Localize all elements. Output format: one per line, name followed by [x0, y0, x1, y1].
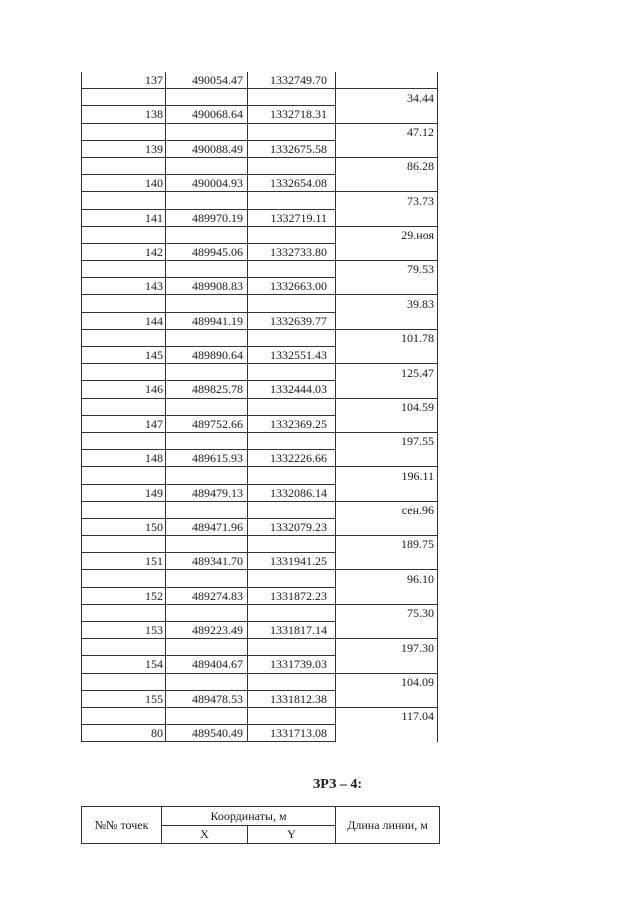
line-length-cell [336, 553, 438, 570]
y-coordinate-cell [248, 604, 336, 621]
length-row [82, 261, 438, 278]
line-length-cell [336, 381, 438, 398]
length-row [82, 432, 438, 449]
x-coordinate-cell: 490068.64 [166, 106, 248, 123]
line-length-cell [336, 484, 438, 501]
x-coordinate-cell [166, 707, 248, 724]
y-coordinate-cell: 1331812.38 [248, 690, 336, 707]
point-number-cell: 143 [82, 278, 166, 295]
y-coordinate-cell: 1332079.23 [248, 518, 336, 535]
x-coordinate-cell: 489274.83 [166, 587, 248, 604]
y-coordinate-cell: 1332444.03 [248, 381, 336, 398]
y-coordinate-cell [248, 536, 336, 553]
header-points-cell: №№ точек [82, 807, 162, 844]
line-length-cell [336, 450, 438, 467]
point-number-cell: 152 [82, 587, 166, 604]
length-row [82, 192, 438, 209]
y-coordinate-cell [248, 261, 336, 278]
y-coordinate-cell: 1332675.58 [248, 140, 336, 157]
y-coordinate-cell [248, 432, 336, 449]
y-coordinate-cell: 1332086.14 [248, 484, 336, 501]
length-row [82, 501, 438, 518]
length-row [82, 295, 438, 312]
point-number-cell [82, 329, 166, 346]
x-coordinate-cell [166, 501, 248, 518]
line-length-cell: 39.83 [336, 295, 438, 312]
zrz4-header-table [81, 806, 440, 844]
point-row [82, 140, 438, 157]
header-x-cell: X [162, 826, 248, 844]
point-number-cell: 145 [82, 347, 166, 364]
point-number-cell: 149 [82, 484, 166, 501]
line-length-cell: 34.44 [336, 89, 438, 106]
x-coordinate-cell: 489945.06 [166, 243, 248, 260]
coordinates-table [81, 72, 438, 742]
y-coordinate-cell: 1332663.00 [248, 278, 336, 295]
x-coordinate-cell [166, 226, 248, 243]
x-coordinate-cell [166, 536, 248, 553]
line-length-cell: 197.30 [336, 639, 438, 656]
y-coordinate-cell: 1332639.77 [248, 312, 336, 329]
line-length-cell: 104.59 [336, 398, 438, 415]
x-coordinate-cell [166, 364, 248, 381]
y-coordinate-cell [248, 192, 336, 209]
line-length-cell [336, 656, 438, 673]
point-number-cell [82, 707, 166, 724]
point-number-cell [82, 226, 166, 243]
line-length-cell: сен.96 [336, 501, 438, 518]
line-length-cell: 189.75 [336, 536, 438, 553]
y-coordinate-cell [248, 501, 336, 518]
x-coordinate-cell [166, 570, 248, 587]
point-row [82, 587, 438, 604]
x-coordinate-cell: 489908.83 [166, 278, 248, 295]
x-coordinate-cell [166, 261, 248, 278]
y-coordinate-cell [248, 364, 336, 381]
length-row [82, 329, 438, 346]
y-coordinate-cell [248, 639, 336, 656]
point-row [82, 656, 438, 673]
length-row [82, 89, 438, 106]
x-coordinate-cell: 490088.49 [166, 140, 248, 157]
point-number-cell: 155 [82, 690, 166, 707]
header-coordinates-cell: Координаты, м [162, 807, 336, 826]
line-length-cell: 197.55 [336, 432, 438, 449]
x-coordinate-cell: 490004.93 [166, 175, 248, 192]
x-coordinate-cell: 489478.53 [166, 690, 248, 707]
point-number-cell: 151 [82, 553, 166, 570]
point-number-cell: 154 [82, 656, 166, 673]
point-number-cell [82, 295, 166, 312]
x-coordinate-cell: 489752.66 [166, 415, 248, 432]
x-coordinate-cell: 489540.49 [166, 725, 248, 742]
y-coordinate-cell [248, 673, 336, 690]
y-coordinate-cell: 1331817.14 [248, 622, 336, 639]
x-coordinate-cell [166, 673, 248, 690]
x-coordinate-cell: 489825.78 [166, 381, 248, 398]
y-coordinate-cell: 1331713.08 [248, 725, 336, 742]
y-coordinate-cell [248, 467, 336, 484]
line-length-cell [336, 175, 438, 192]
x-coordinate-cell: 489404.67 [166, 656, 248, 673]
x-coordinate-cell: 489341.70 [166, 553, 248, 570]
line-length-cell [336, 622, 438, 639]
y-coordinate-cell: 1331739.03 [248, 656, 336, 673]
x-coordinate-cell [166, 398, 248, 415]
line-length-cell: 47.12 [336, 123, 438, 140]
point-number-cell [82, 673, 166, 690]
length-row [82, 639, 438, 656]
y-coordinate-cell [248, 398, 336, 415]
line-length-cell [336, 587, 438, 604]
point-number-cell [82, 398, 166, 415]
point-row [82, 725, 438, 742]
y-coordinate-cell [248, 707, 336, 724]
length-row [82, 226, 438, 243]
section-title-text: ЗРЗ – 4: [312, 777, 363, 792]
x-coordinate-cell [166, 192, 248, 209]
x-coordinate-cell: 489479.13 [166, 484, 248, 501]
point-row [82, 209, 438, 226]
line-length-cell [336, 347, 438, 364]
x-coordinate-cell: 489941.19 [166, 312, 248, 329]
line-length-cell: 86.28 [336, 157, 438, 174]
length-row [82, 673, 438, 690]
x-coordinate-cell: 489471.96 [166, 518, 248, 535]
line-length-cell [336, 312, 438, 329]
line-length-cell: 29.ноя [336, 226, 438, 243]
y-coordinate-cell [248, 570, 336, 587]
line-length-cell: 196.11 [336, 467, 438, 484]
y-coordinate-cell: 1332369.25 [248, 415, 336, 432]
point-number-cell: 147 [82, 415, 166, 432]
point-row [82, 175, 438, 192]
header-y-cell: Y [248, 826, 336, 844]
point-row [82, 106, 438, 123]
point-row [82, 484, 438, 501]
header-length-cell: Длина линии, м [336, 807, 440, 844]
y-coordinate-cell: 1331872.23 [248, 587, 336, 604]
point-row [82, 381, 438, 398]
y-coordinate-cell: 1331941.25 [248, 553, 336, 570]
x-coordinate-cell [166, 89, 248, 106]
point-row [82, 553, 438, 570]
point-number-cell [82, 536, 166, 553]
line-length-cell: 117.04 [336, 707, 438, 724]
x-coordinate-cell [166, 467, 248, 484]
line-length-cell [336, 209, 438, 226]
point-number-cell [82, 467, 166, 484]
y-coordinate-cell: 1332718.31 [248, 106, 336, 123]
x-coordinate-cell: 489223.49 [166, 622, 248, 639]
line-length-cell: 104.09 [336, 673, 438, 690]
point-number-cell [82, 364, 166, 381]
y-coordinate-cell [248, 295, 336, 312]
line-length-cell: 96.10 [336, 570, 438, 587]
line-length-cell [336, 415, 438, 432]
point-row [82, 243, 438, 260]
line-length-cell [336, 243, 438, 260]
length-row [82, 467, 438, 484]
x-coordinate-cell: 489615.93 [166, 450, 248, 467]
x-coordinate-cell [166, 157, 248, 174]
length-row [82, 707, 438, 724]
line-length-cell [336, 518, 438, 535]
x-coordinate-cell [166, 295, 248, 312]
point-number-cell: 150 [82, 518, 166, 535]
length-row [82, 604, 438, 621]
section-title [0, 777, 639, 793]
point-number-cell: 146 [82, 381, 166, 398]
x-coordinate-cell [166, 432, 248, 449]
point-number-cell [82, 192, 166, 209]
y-coordinate-cell: 1332551.43 [248, 347, 336, 364]
point-row [82, 312, 438, 329]
length-row [82, 536, 438, 553]
y-coordinate-cell: 1332733.80 [248, 243, 336, 260]
point-number-cell: 153 [82, 622, 166, 639]
point-number-cell: 142 [82, 243, 166, 260]
point-number-cell: 139 [82, 140, 166, 157]
point-number-cell: 80 [82, 725, 166, 742]
line-length-cell [336, 725, 438, 742]
point-number-cell [82, 432, 166, 449]
x-coordinate-cell [166, 123, 248, 140]
point-number-cell: 140 [82, 175, 166, 192]
line-length-cell [336, 72, 438, 89]
y-coordinate-cell: 1332749.70 [248, 72, 336, 89]
line-length-cell: 125.47 [336, 364, 438, 381]
point-number-cell [82, 570, 166, 587]
line-length-cell: 79.53 [336, 261, 438, 278]
point-number-cell [82, 501, 166, 518]
point-row [82, 450, 438, 467]
x-coordinate-cell: 490054.47 [166, 72, 248, 89]
point-row [82, 415, 438, 432]
y-coordinate-cell [248, 123, 336, 140]
line-length-cell [336, 140, 438, 157]
line-length-cell [336, 278, 438, 295]
x-coordinate-cell: 489890.64 [166, 347, 248, 364]
point-number-cell: 137 [82, 72, 166, 89]
line-length-cell: 73.73 [336, 192, 438, 209]
length-row [82, 157, 438, 174]
point-number-cell: 148 [82, 450, 166, 467]
length-row [82, 123, 438, 140]
point-number-cell [82, 123, 166, 140]
point-row [82, 347, 438, 364]
x-coordinate-cell [166, 639, 248, 656]
x-coordinate-cell [166, 604, 248, 621]
point-number-cell [82, 604, 166, 621]
length-row [82, 364, 438, 381]
length-row [82, 570, 438, 587]
point-number-cell [82, 89, 166, 106]
point-number-cell: 138 [82, 106, 166, 123]
line-length-cell [336, 690, 438, 707]
y-coordinate-cell [248, 226, 336, 243]
y-coordinate-cell: 1332654.08 [248, 175, 336, 192]
y-coordinate-cell: 1332226.66 [248, 450, 336, 467]
y-coordinate-cell [248, 329, 336, 346]
point-row [82, 690, 438, 707]
y-coordinate-cell [248, 157, 336, 174]
line-length-cell: 75.30 [336, 604, 438, 621]
length-row [82, 398, 438, 415]
x-coordinate-cell [166, 329, 248, 346]
x-coordinate-cell: 489970.19 [166, 209, 248, 226]
point-number-cell: 144 [82, 312, 166, 329]
point-row [82, 278, 438, 295]
point-number-cell: 141 [82, 209, 166, 226]
point-row [82, 518, 438, 535]
point-number-cell [82, 261, 166, 278]
point-number-cell [82, 157, 166, 174]
point-row [82, 622, 438, 639]
point-number-cell [82, 639, 166, 656]
coordinates-table-body [82, 72, 438, 742]
point-row [82, 72, 438, 89]
line-length-cell: 101.78 [336, 329, 438, 346]
line-length-cell [336, 106, 438, 123]
y-coordinate-cell [248, 89, 336, 106]
y-coordinate-cell: 1332719.11 [248, 209, 336, 226]
